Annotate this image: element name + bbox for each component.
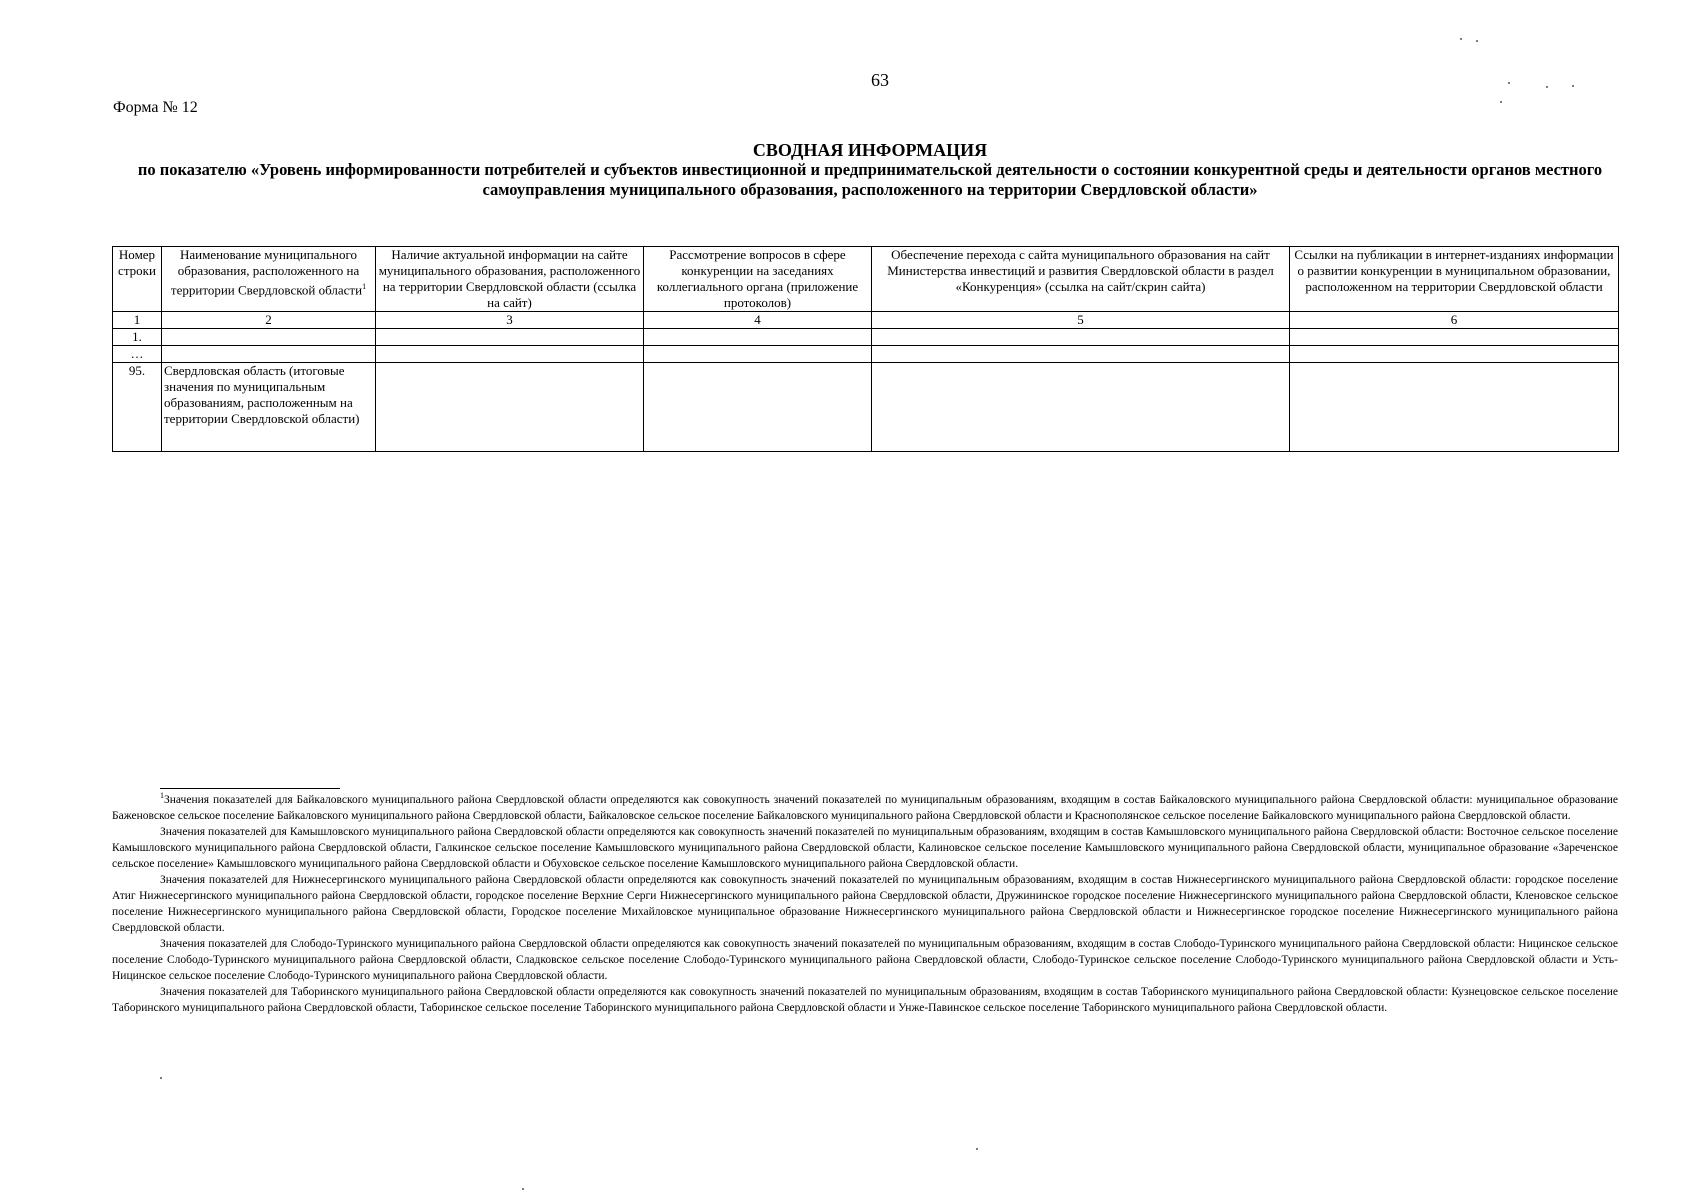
scan-speck (1460, 38, 1462, 40)
table-cell (644, 346, 872, 363)
header-municipality-name-text: Наименование муниципального образования, расположенного на территории Свердловской области (170, 247, 363, 298)
table-row (113, 346, 1619, 363)
footnote-paragraph: Значения показателей для Нижнесергинского муниципального района Свердловской области определяются как совокупность значений показателей по муниципальным образованиям, входящим в состав Нижнесергинского муниципального района Свердловской области: городское поселение Атиг Нижнесергинского муниципального района Свердловской области, городское поселение Верхние Серги Нижнесергинского муниципального района Свердловской области, Дружининское городское поселение Нижнесергинского муниципального района Свердловской области, Кленовское сельское поселение Нижнесергинского муниципального района Свердловской области, Городское поселение Михайловское муниципальное образование Нижнесергинского муниципального района Свердловской области и Нижнесергинское городское поселение Нижнесергинского муниципального района Свердловской области. (112, 874, 1618, 934)
table-cell (376, 363, 644, 452)
row-ellipsis: … (113, 346, 162, 363)
footnote-paragraph: Значения показателей для Камышловского муниципального района Свердловской области определяются как совокупность значений показателей по муниципальным образованиям, входящим в состав Камышловского муниципального района Свердловской области: Восточное сельское поселение Камышловского муниципального района Свердловской области, Галкинское сельское поселение Камышловского муниципального района Свердловской области, Калиновское сельское поселение Камышловского муниципального района Свердловской области, муниципальное образование «Зареченское сельское поселение» Камышловского муниципального района Свердловской области и Обуховское сельское поселение Камышловского муниципального района Свердловской области. (112, 826, 1618, 870)
header-site-info: Наличие актуальной информации на сайте муниципального образования, расположенного на территории Свердловской области (ссылка на сайт) (376, 247, 644, 312)
column-number: 2 (162, 312, 376, 329)
document-title (110, 140, 1630, 200)
table-row (113, 329, 1619, 346)
footnote-paragraph (112, 792, 1618, 824)
table-cell (872, 363, 1290, 452)
header-collegial-review: Рассмотрение вопросов в сфере конкуренции на заседаниях коллегиального органа (приложение протоколов) (644, 247, 872, 312)
footnote-ref: 1 (362, 282, 367, 291)
scan-speck (1476, 40, 1478, 42)
table-cell (1290, 363, 1619, 452)
column-number: 1 (113, 312, 162, 329)
header-municipality-name (162, 247, 376, 312)
column-number-row (113, 312, 1619, 329)
row-number: 1. (113, 329, 162, 346)
scan-speck (1508, 82, 1510, 84)
table-cell (162, 346, 376, 363)
table-cell (1290, 329, 1619, 346)
scan-speck (1500, 101, 1502, 103)
column-number: 6 (1290, 312, 1619, 329)
footnote-marker: 1 (160, 791, 164, 801)
table-cell (872, 346, 1290, 363)
row-name: Свердловская область (итоговые значения по муниципальным образованиям, расположенным на территории Свердловской области) (162, 363, 376, 452)
footnotes (112, 792, 1618, 1016)
table-row-total (113, 363, 1619, 452)
header-publication-links: Ссылки на публикации в интернет-изданиях информации о развитии конкуренции в муниципальном образовании, расположенном на территории Свердловской области (1290, 247, 1619, 312)
footnote-paragraph: Значения показателей для Таборинского муниципального района Свердловской области определяются как совокупность значений показателей по муниципальным образованиям, входящим в состав Таборинского муниципального района Свердловской области: Кузнецовское сельское поселение Таборинского муниципального района Свердловской области, Таборинское сельское поселение Таборинского муниципального района Свердловской области и Унже-Павинское сельское поселение Таборинского муниципального района Свердловской области. (112, 986, 1618, 1014)
page-number: 63 (871, 70, 889, 90)
table-cell (644, 329, 872, 346)
table-cell (162, 329, 376, 346)
scan-speck (1572, 85, 1574, 87)
footnote-divider (160, 788, 340, 789)
header-row-number: Номер строки (113, 247, 162, 312)
title-main: СВОДНАЯ ИНФОРМАЦИЯ (752, 140, 988, 160)
column-number: 3 (376, 312, 644, 329)
scan-speck (1546, 86, 1548, 88)
form-label: Форма № 12 (113, 99, 198, 116)
table-cell (872, 329, 1290, 346)
table-cell (376, 346, 644, 363)
scan-speck (976, 1148, 978, 1150)
summary-table (112, 246, 1619, 452)
column-number: 4 (644, 312, 872, 329)
table-cell (644, 363, 872, 452)
column-number: 5 (872, 312, 1290, 329)
row-number: 95. (113, 363, 162, 452)
table-header-row (113, 247, 1619, 312)
scan-speck (522, 1188, 524, 1190)
title-subtitle: по показателю «Уровень информированности потребителей и субъектов инвестиционной и предпринимательской деятельности о состоянии конкурентной среды и деятельности органов местного самоуправления муниципального образования, расположенного на территории Свердловской области» (137, 160, 1603, 199)
footnote-paragraph: Значения показателей для Слободо-Туринского муниципального района Свердловской области определяются как совокупность значений показателей по муниципальным образованиям, входящим в состав Слободо-Туринского муниципального района Свердловской области: Ницинское сельское поселение Слободо-Туринского муниципального района Свердловской области, Сладковское сельское поселение Слободо-Туринского муниципального района Свердловской области, Слободо-Туринское сельское поселение Слободо-Туринского муниципального района Свердловской области и Усть-Ницинское сельское поселение Слободо-Туринского муниципального района Свердловской области. (112, 938, 1618, 982)
table-cell (1290, 346, 1619, 363)
scan-speck (160, 1077, 162, 1079)
footnote-text: Значения показателей для Байкаловского муниципального района Свердловской области определяются как совокупность значений показателей по муниципальным образованиям, входящим в состав Байкаловского муниципального района Свердловской области: муниципальное образование Баженовское сельское поселение Байкаловского муниципального района Свердловской области, Байкаловское сельское поселение Байкаловского муниципального района Свердловской области и Краснополянское сельское поселение Байкаловского муниципального района Свердловской области. (112, 794, 1618, 822)
header-site-transition: Обеспечение перехода с сайта муниципального образования на сайт Министерства инвестиций и развития Свердловской области в раздел «Конкуренция» (ссылка на сайт/скрин сайта) (872, 247, 1290, 312)
table-cell (376, 329, 644, 346)
